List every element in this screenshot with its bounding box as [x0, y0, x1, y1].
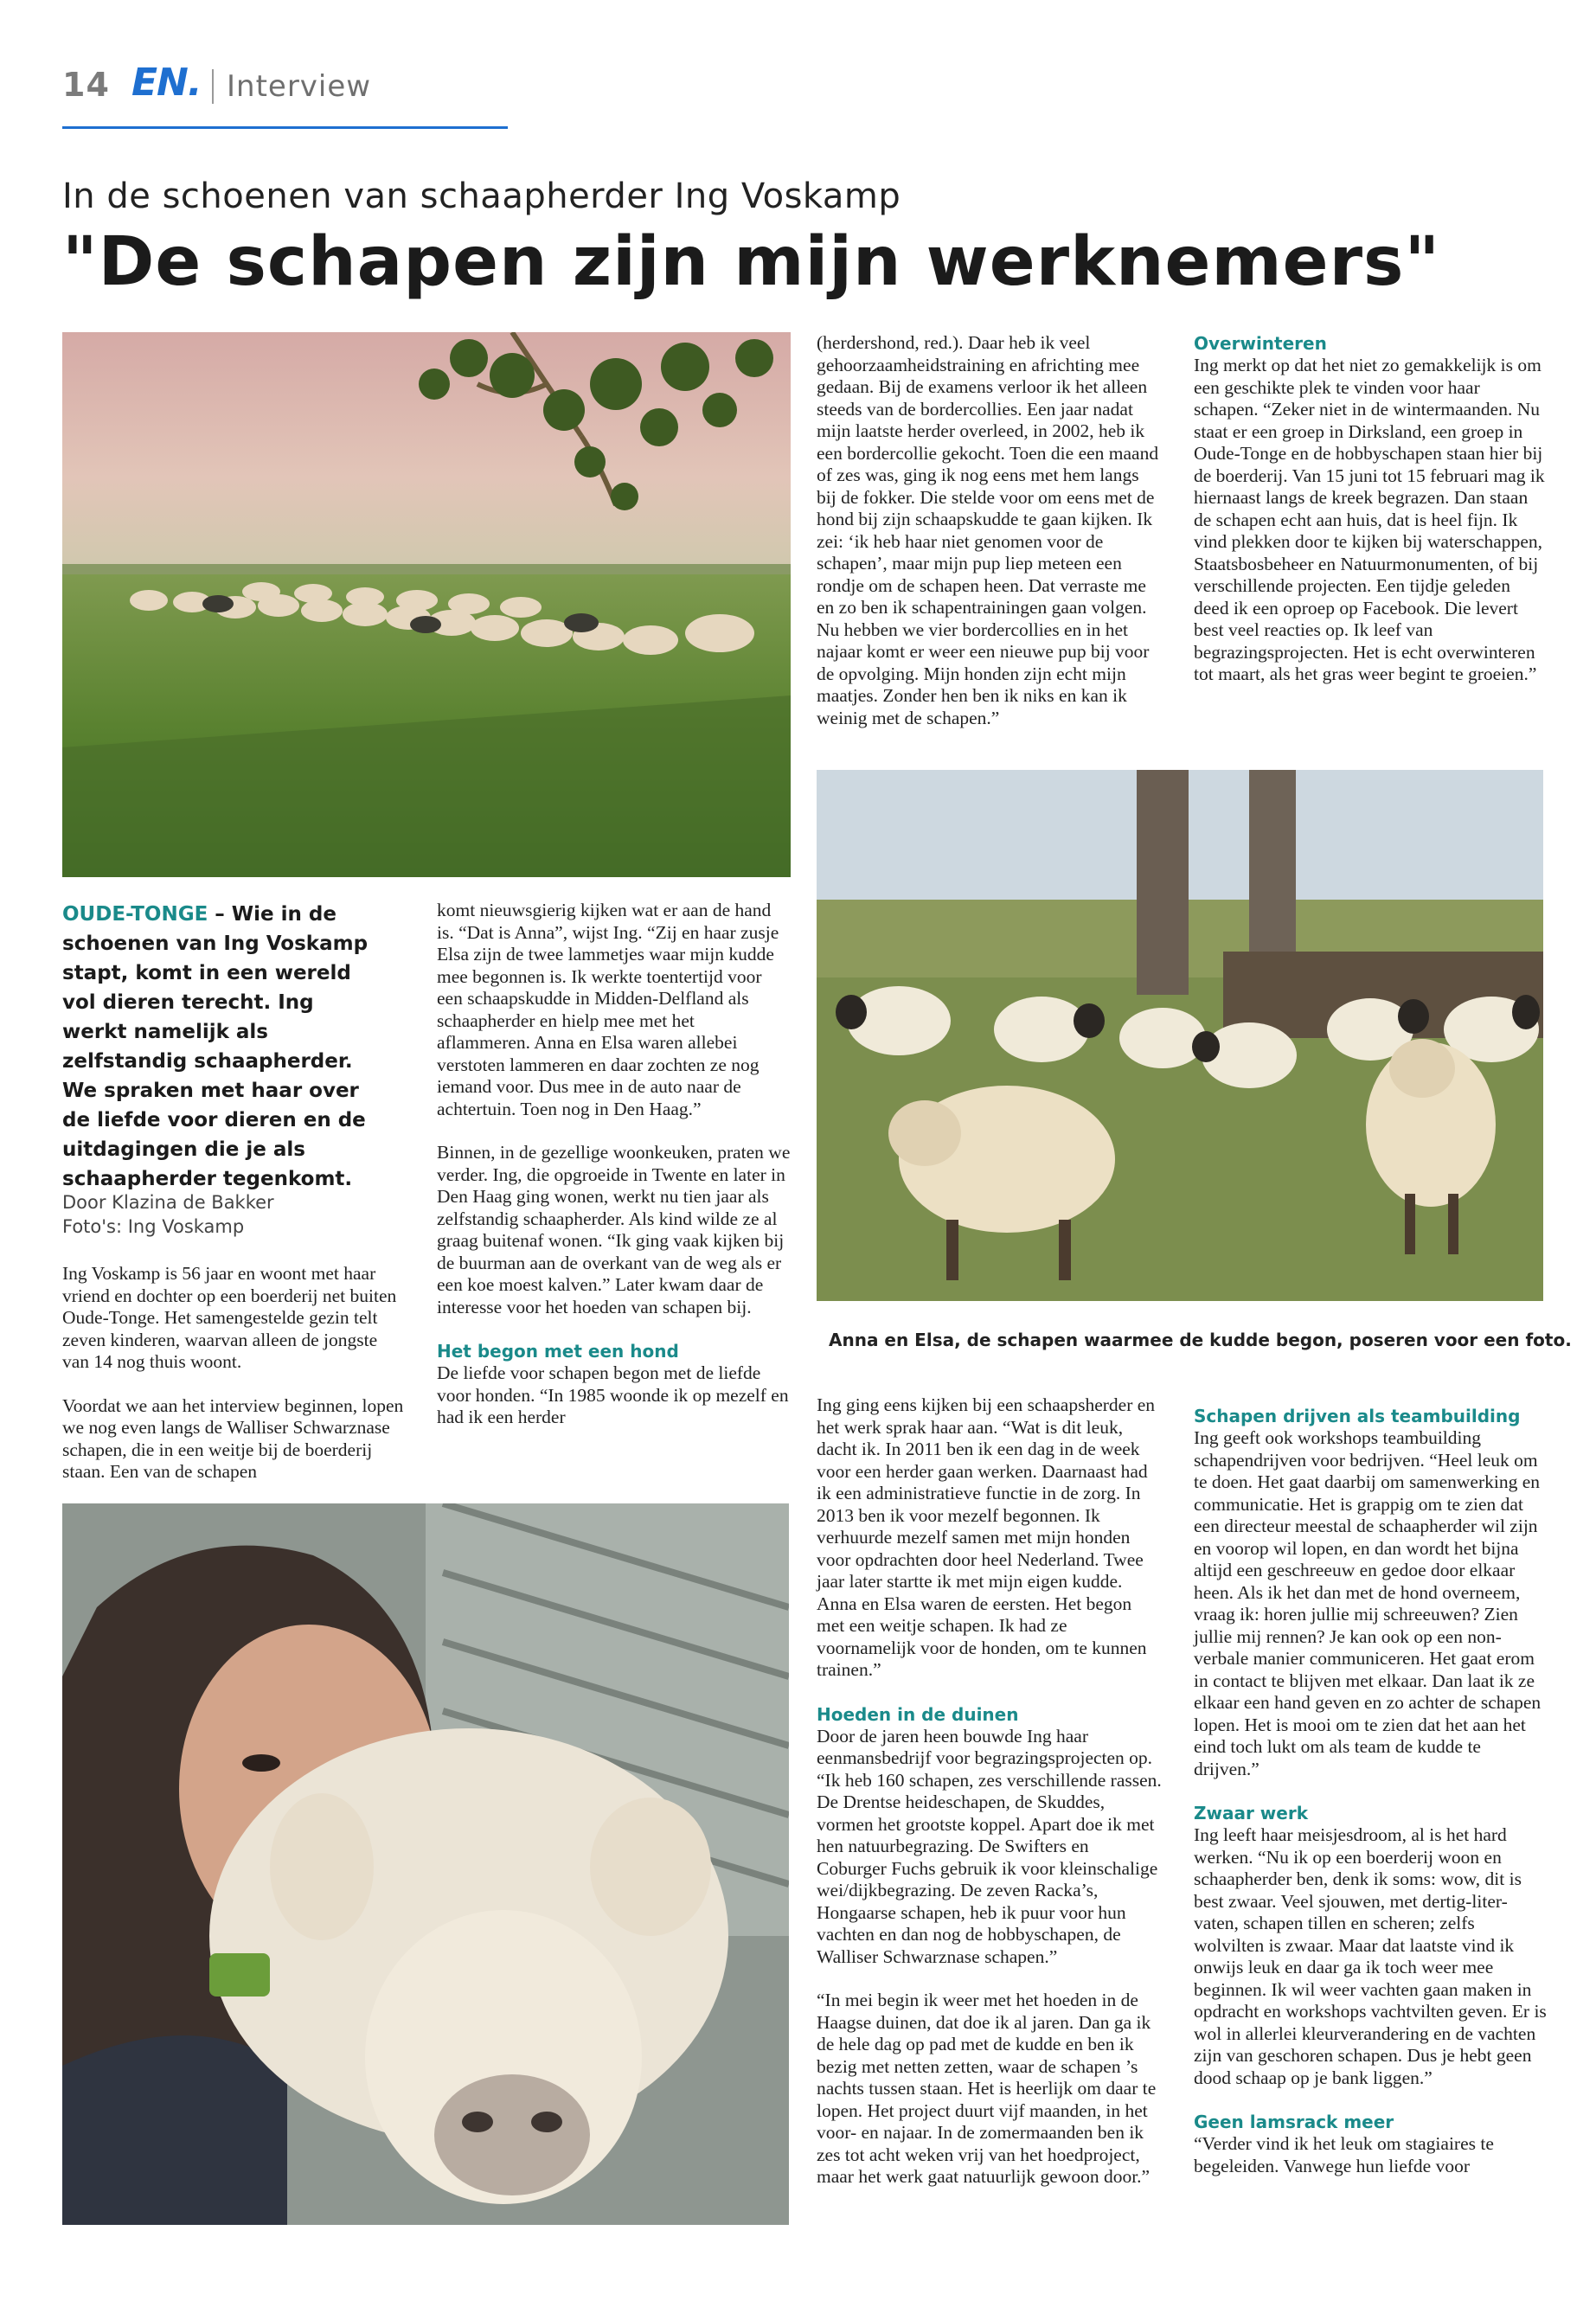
- paragraph: Binnen, in de gezellige woonkeuken, praten we verder. Ing, die opgroeide in Twente en later in Den Haag ging wonen, werkt nu tien jaar als zelfstandig schaapherder. Als kind wilde ze al graag buitenaf wonen. “Ik ging vaak kijken bij de buurman aan de overkant van de weg als er een koe moest kalven.” Later kwam daar de interesse voor het hoeden van schapen bij.: [437, 1142, 791, 1317]
- dateline-place: OUDE-TONGE: [62, 903, 208, 926]
- lead-text: – Wie in de schoenen van Ing Voskamp stapt, komt in een wereld vol dieren terecht. Ing werkt namelijk als zelfstandig schaapherder. We spraken met haar over de liefde voor dieren en de uitdagingen die je als schaapherder tegenkomt.: [62, 903, 369, 1190]
- photo-flock-in-field-illustration: [62, 332, 791, 877]
- paragraph: “In mei begin ik weer met het hoeden in de Haagse duinen, dat doe ik al jaren. Dan ga ik de hele dag op pad met de kudde en ben ik bezig met netten zetten, waar de schapen ’s nachts tussen staan. Het is heerlijk om daar te lopen. Het project duurt vijf maanden, in het voor- en najaar. In de zomermaanden ben ik zes tot acht weken vrij van het hoedproject, maar het werk gaat natuurlijk gewoon door.”: [817, 1990, 1157, 2187]
- section-label: Interview: [227, 69, 372, 104]
- header-rule: [62, 126, 508, 129]
- paragraph: De liefde voor schapen begon met de liefde voor honden. “In 1985 woonde ik op mezelf en had ik een herder: [437, 1362, 789, 1427]
- header-divider: [212, 69, 214, 104]
- paragraph: Door de jaren heen bouwde Ing haar eenmansbedrijf voor begrazingsprojecten op. “Ik heb 160 schapen, zes verschillende rassen. De Drentse heideschapen, de Skuddes, vormen het grootste koppel. Apart doe ik met hen natuurbegrazing. De Swifters en Coburger Fuchs gebruik ik voor kleinschalige wei/dijkbegrazing. De zeven Racka’s, Hongaarse schapen, heb ik puur voor hun vachten en dan nog de hobbyschapen, de Walliser Schwarznase schapen.”: [817, 1725, 1162, 1967]
- paragraph: Voordat we aan het interview beginnen, lopen we nog even langs de Walliser Schwarznase schapen, die in een weitje bij de boerderij staan. Een van de schapen: [62, 1394, 404, 1482]
- paragraph: Ing merkt op dat het niet zo gemakkelijk is om een geschikte plek te vinden voor haar schapen. “Zeker niet in de wintermaanden. Nu staat er een groep in Dirksland, een groep in Oude-Tonge en de hobbyschapen staan hier bij de boerderij. Van 15 juni tot 15 februari mag ik hiernaast langs de kreek begrazen. Dan staan de schapen echt aan huis, dat is heel fijn. Ik vind plekken door te kijken bij waterschappen, Staatsbosbeheer en Natuurmonumenten, of bij verschillende projecten. Een tijdje geleden deed ik een oproep op Facebook. Die levert best veel reacties op. Ik leef van begrazingsprojecten. Het is echt overwinteren tot maart, als het gras weer begint te groeien.”: [1194, 355, 1545, 684]
- byline: [62, 1190, 274, 1239]
- paragraph: Ing ging eens kijken bij een schaapsherder en het werk sprak haar aan. “Wat is dit leuk, dacht ik. In 2011 ben ik een dag in de week voor een herder gaan werken. Daarnaast had ik een administratieve functie in de zorg. In 2013 ben ik voor mezelf begonnen. Ik verhuurde mezelf samen met mijn honden voor opdrachten door heel Nederland. Twee jaar later startte ik met mijn eigen kudde. Anna en Elsa waren de eersten. Het begon met een weitje schapen. Ik had ze voornamelijk voor de honden, om te kunnen trainen.”: [817, 1394, 1156, 1680]
- photo-caption: Anna en Elsa, de schapen waarmee de kudde begon, poseren voor een foto.: [829, 1330, 1572, 1350]
- photo-flock-in-field: [62, 332, 791, 877]
- article-lead: [62, 900, 382, 1194]
- article-kicker: In de schoenen van schaapherder Ing Voskamp: [62, 176, 901, 216]
- subheading-teambuilding: Schapen drijven als teambuilding: [1194, 1406, 1521, 1426]
- paragraph: “Verder vind ik het leuk om stagiaires te begeleiden. Vanwege hun liefde voor: [1194, 2133, 1494, 2176]
- subheading-zwaar-werk: Zwaar werk: [1194, 1803, 1309, 1823]
- photo-anna-en-elsa-illustration: [817, 770, 1543, 1301]
- column-4-top: [1194, 332, 1547, 686]
- photo-selfie-with-sheep-illustration: [62, 1503, 789, 2225]
- subheading-overwinteren: Overwinteren: [1194, 333, 1327, 354]
- photo-selfie-with-sheep: [62, 1503, 789, 2225]
- paragraph: komt nieuwsgierig kijken wat er aan de hand is. “Dat is Anna”, wijst Ing. “Zij en haar zusje Elsa zijn de twee lammetjes waar mijn kudde mee begonnen is. Ik werkte toentertijd voor een schaapskudde in Midden-Delfland als schaapherder en hielp mee met het aflammeren. Anna en Elsa waren allebei verstoten lammeren en daar zochten ze nog iemand voor. Dus mee in de auto naar de achtertuin. Toen nog in Den Haag.”: [437, 900, 779, 1119]
- column-3-bottom: [817, 1394, 1163, 2210]
- column-2-body: [437, 900, 792, 1429]
- byline-photos: Foto's: Ing Voskamp: [62, 1216, 245, 1237]
- paragraph: (herdershond, red.). Daar heb ik veel gehoorzaamheidstraining en africhting mee gedaan. Bij de examens verloor ik het alleen steeds van de bordercollies. Een jaar nadat mijn laatste herder overleed, in 2002, heb ik een bordercollie gekocht. Toen die een maand of zes was, ging ik nog eens met hem langs bij de fokker. Die stelde voor om eens met de hond bij zijn schaapskudde te gaan kijken. Ik zei: ‘ik heb haar niet genomen voor de schapen’, maar mijn pup liep meteen een rondje om de schapen heen. Dat verraste me en zo ben ik schapentrainingen gaan volgen. Nu hebben we vier bordercollies en in het najaar komt er weer een nieuwe pup bij voor de opvolging. Mijn honden zijn echt mijn maatjes. Zonder hen ben ik niks en kan ik weinig met de schapen.”: [817, 332, 1159, 728]
- paragraph: Ing leeft haar meisjesdroom, al is het hard werken. “Nu ik op een boerderij woon en schaapherder ben, denk ik soms: wow, dit is best zwaar. Veel sjouwen, met dertig-liter-vaten, schapen tillen en scheren; zelfs wolvilten is zwaar. Maar dat laatste vind ik onwijs leuk en daar ga ik toch weer mee beginnen. Ik wil weer vachten gaan maken in opdracht en workshops vachtvilten geven. Er is wol in allerlei kleurverandering en de vachten zijn van geschoren schapen. Dus je hebt geen dood schaap op je bank liggen.”: [1194, 1824, 1547, 2088]
- paragraph: Ing Voskamp is 56 jaar en woont met haar vriend en dochter op een boerderij net buiten Oude-Tonge. Het samengestelde gezin telt zeven kinderen, waarvan alleen de jongste van 14 nog thuis woont.: [62, 1263, 397, 1372]
- column-4-bottom: [1194, 1405, 1547, 2177]
- subheading-het-begon: Het begon met een hond: [437, 1341, 679, 1362]
- photo-anna-en-elsa: [817, 770, 1543, 1301]
- column-3-top: [817, 332, 1163, 729]
- byline-author: Door Klazina de Bakker: [62, 1192, 274, 1213]
- subheading-hoeden: Hoeden in de duinen: [817, 1703, 1019, 1725]
- subheading-lamsrack: Geen lamsrack meer: [1194, 2112, 1394, 2132]
- publication-logo: EN.: [131, 61, 202, 105]
- paragraph: Ing geeft ook workshops teambuilding schapendrijven voor bedrijven. “Heel leuk om te doen. Het gaat daarbij om samenwerking en communicatie. Het is grappig om te zien dat een directeur meestal de schaapherder wil zijn en voorop wil lopen, en dan wordt het bijna altijd een geschreeuw en gedoe door elkaar heen. Als ik het dan met de hond overneem, vraag ik: horen jullie mij schreeuwen? Zien jullie mij rennen? Je kan ook op een non-verbale manier communiceren. Het gaat erom in contact te blijven met elkaar. Dan laat ik ze elkaar een hand geven en zo achter de schapen lopen. Het is mooi om te zien dat het aan het eind toch lukt om als team de kudde te drijven.”: [1194, 1427, 1542, 1779]
- column-1-body: [62, 1263, 408, 1505]
- article-headline: "De schapen zijn mijn werknemers": [62, 223, 1441, 301]
- page-number: 14: [62, 66, 110, 104]
